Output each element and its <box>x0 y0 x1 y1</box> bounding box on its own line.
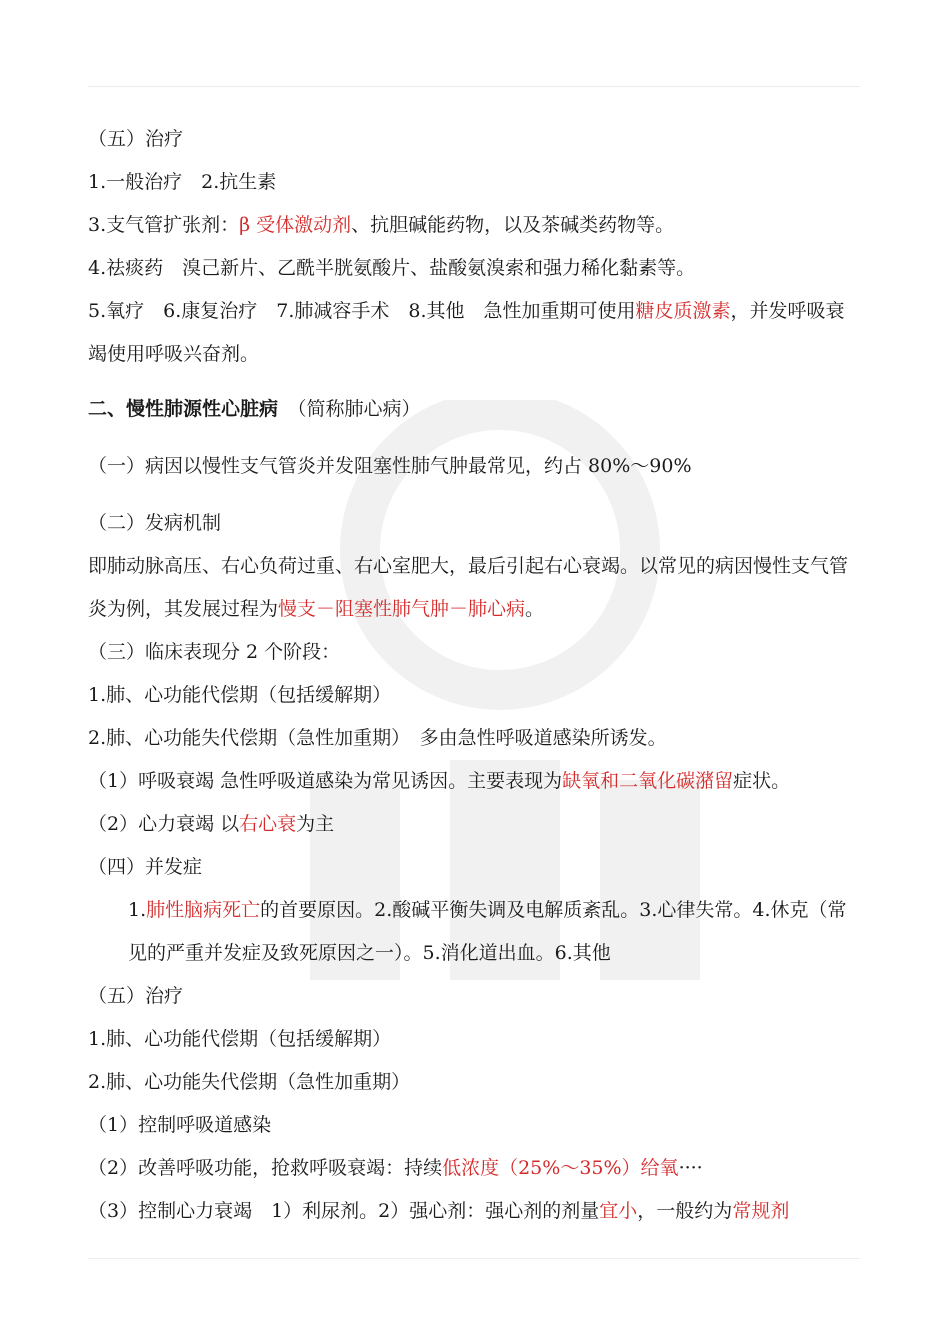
complications-heading: （四）并发症 <box>88 856 203 878</box>
highlight-regular-dose: 常规剂 <box>732 1200 790 1222</box>
highlight-pulmonary-encephalopathy: 肺性脑病死亡 <box>146 899 261 921</box>
control-infection-line: （1）控制呼吸道感染 <box>88 1114 272 1136</box>
clinical-stage-1: 1.肺、心功能代偿期（包括缓解期） <box>88 684 392 706</box>
bottom-rule <box>88 1258 860 1259</box>
pathogenesis-heading: （二）发病机制 <box>88 512 222 534</box>
treatment-stage-1: 1.肺、心功能代偿期（包括缓解期） <box>88 1028 392 1050</box>
heart-failure-control-line: （3）控制心力衰竭 1）利尿剂。2）强心剂：强心剂的剂量宜小，一般约为常规剂 <box>88 1200 790 1222</box>
document-body <box>88 118 860 1233</box>
highlight-small-dose: 宜小 <box>599 1200 638 1222</box>
clinical-stage-2: 2.肺、心功能失代偿期（急性加重期） 多由急性呼吸道感染所诱发。 <box>88 727 667 749</box>
section-treatment-heading: （五）治疗 <box>88 128 184 150</box>
highlight-right-heart: 右心衰 <box>239 813 297 835</box>
pathogenesis-text: 即肺动脉高压、右心负荷过重、右心室肥大，最后引起右心衰竭。以常见的病因慢性支气管炎为例，其发展过程为慢支－阻塞性肺气肿－肺心病。 <box>88 555 849 620</box>
chapter-heading-cor-pulmonale: 二、慢性肺源性心脏病 （简称肺心病） <box>88 398 421 420</box>
treatment-item-5-8: 5.氧疗 6.康复治疗 7.肺减容手术 8.其他 急性加重期可使用糖皮质激素，并发呼吸衰竭使用呼吸兴奋剂。 <box>88 300 845 365</box>
treatment-heading-2: （五）治疗 <box>88 985 184 1007</box>
highlight-progression: 慢支－阻塞性肺气肿－肺心病 <box>278 598 526 620</box>
clinical-heading: （三）临床表现分 2 个阶段： <box>88 641 341 663</box>
treatment-item-4: 4.祛痰药 溴己新片、乙酰半胱氨酸片、盐酸氨溴索和强力稀化黏素等。 <box>88 257 696 279</box>
respiratory-failure-line: （1）呼吸衰竭 急性呼吸道感染为常见诱因。主要表现为缺氧和二氧化碳潴留症状。 <box>88 770 791 792</box>
heart-failure-line: （2）心力衰竭 以右心衰为主 <box>88 813 335 835</box>
highlight-glucocorticoid: 糖皮质激素 <box>635 300 731 322</box>
oxygen-therapy-line: （2）改善呼吸功能，抢救呼吸衰竭：持续低浓度（25%～35%）给氧···· <box>88 1157 703 1179</box>
highlight-low-oxygen: 低浓度（25%～35%）给氧 <box>442 1157 679 1179</box>
complications-text: 1.肺性脑病死亡的首要原因。2.酸碱平衡失调及电解质紊乱。3.心律失常。4.休克（常见的严重并发症及致死原因之一）。5.消化道出血。6.其他 <box>128 899 847 964</box>
treatment-stage-2: 2.肺、心功能失代偿期（急性加重期） <box>88 1071 411 1093</box>
etiology-line: （一）病因以慢性支气管炎并发阻塞性肺气肿最常见，约占 80%～90% <box>88 455 692 477</box>
highlight-beta-agonist: β 受体激动剂 <box>239 214 352 236</box>
highlight-hypoxia: 缺氧和二氧化碳潴留 <box>562 770 734 792</box>
treatment-item-1-2: 1.一般治疗 2.抗生素 <box>88 171 277 193</box>
top-rule <box>88 86 860 87</box>
treatment-item-3: 3.支气管扩张剂：β 受体激动剂、抗胆碱能药物，以及茶碱类药物等。 <box>88 214 675 236</box>
